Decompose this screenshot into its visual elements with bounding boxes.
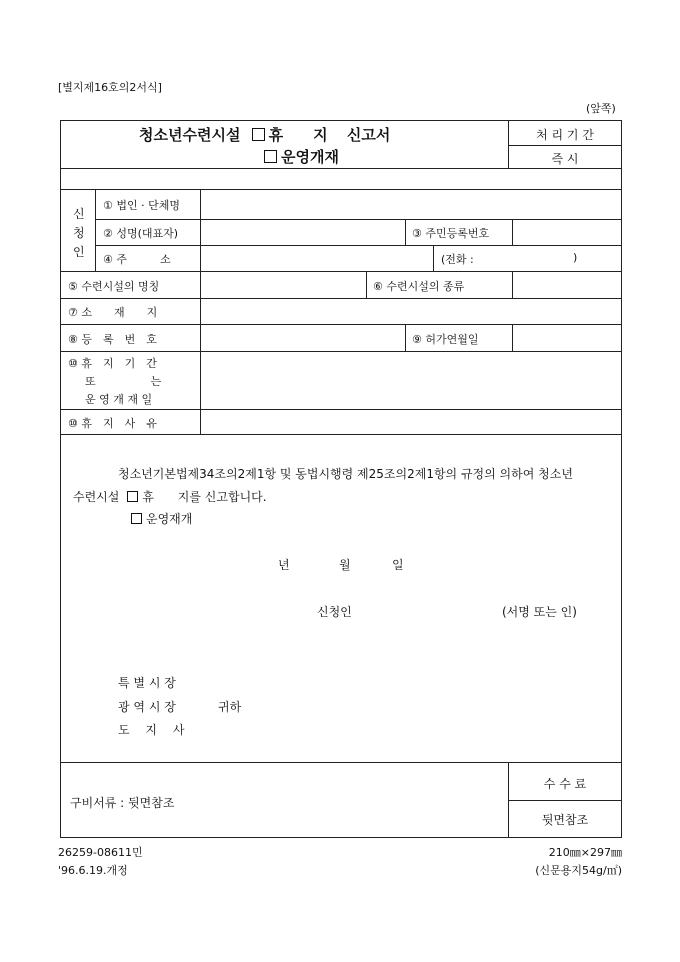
divider bbox=[95, 189, 96, 271]
checkbox-suspend[interactable] bbox=[252, 128, 265, 141]
recipient-special-city: 특 별 시 장 bbox=[118, 676, 176, 690]
statement-checkbox-resume[interactable] bbox=[131, 513, 142, 524]
applicant-side-label-1: 신 bbox=[73, 207, 85, 221]
divider bbox=[508, 145, 622, 146]
honorific: 귀하 bbox=[218, 700, 242, 714]
representative-label: ② 성명(대표자) bbox=[103, 227, 179, 240]
facility-type-field[interactable] bbox=[514, 273, 620, 297]
form-number: 26259-08611민 bbox=[58, 846, 143, 859]
suspension-period-label-2: 또 는 bbox=[85, 375, 162, 388]
statement-option-resume: 운영재개 bbox=[146, 512, 193, 526]
divider bbox=[512, 271, 513, 298]
applicant-label: 신청인 bbox=[317, 605, 352, 619]
location-label: ⑦ 소 재 지 bbox=[68, 306, 158, 319]
date-day-label: 일 bbox=[392, 558, 404, 572]
corp-name-label: ① 법인 · 단체명 bbox=[103, 199, 180, 212]
phone-close: ) bbox=[573, 251, 578, 264]
corp-name-field[interactable] bbox=[202, 191, 620, 217]
date-month-label: 월 bbox=[339, 558, 351, 572]
permit-date-field[interactable] bbox=[514, 326, 620, 350]
recipient-province: 도 지 사 bbox=[118, 723, 185, 737]
divider bbox=[433, 245, 434, 271]
suspension-period-label-1: ⑩ 휴 지 기 간 bbox=[68, 357, 157, 370]
processing-period-value: 즉 시 bbox=[551, 152, 579, 166]
recipient-metro-city: 광 역 시 장 bbox=[118, 700, 176, 714]
suspension-reason-label: ⑩ 휴 지 사 유 bbox=[68, 417, 157, 430]
divider bbox=[95, 245, 622, 246]
divider bbox=[60, 298, 622, 299]
resident-number-label: ③ 주민등록번호 bbox=[412, 227, 490, 240]
suspension-period-field[interactable] bbox=[202, 353, 620, 408]
statement-checkbox-suspend[interactable] bbox=[127, 491, 138, 502]
divider bbox=[95, 219, 622, 220]
divider bbox=[512, 324, 513, 351]
divider bbox=[366, 271, 367, 298]
divider bbox=[512, 219, 513, 245]
page-side-label: (앞쪽) bbox=[586, 102, 616, 115]
title-option-suspend: 휴 지 bbox=[268, 126, 328, 144]
facility-type-label: ⑥ 수련시설의 종류 bbox=[373, 280, 465, 293]
divider bbox=[200, 189, 201, 434]
title-suffix: 신고서 bbox=[346, 126, 391, 144]
location-field[interactable] bbox=[202, 300, 620, 323]
divider bbox=[405, 324, 406, 351]
address-field[interactable] bbox=[202, 247, 432, 270]
permit-date-label: ⑨ 허가연월일 bbox=[412, 333, 479, 346]
suspension-period-label-3: 운 영 개 재 일 bbox=[85, 393, 153, 406]
title-prefix: 청소년수련시설 bbox=[139, 126, 241, 144]
divider bbox=[60, 351, 622, 352]
phone-label: (전화 : bbox=[441, 253, 474, 266]
divider bbox=[60, 189, 622, 190]
paper-type: (신문용지54g/㎡) bbox=[535, 864, 622, 877]
resident-number-field[interactable] bbox=[514, 221, 620, 244]
facility-name-label: ⑤ 수련시설의 명칭 bbox=[68, 280, 160, 293]
fee-label: 수 수 료 bbox=[543, 777, 587, 791]
paper-size: 210㎜×297㎜ bbox=[548, 846, 622, 859]
form-title-line1 bbox=[139, 124, 390, 145]
date-year-label: 년 bbox=[278, 558, 290, 572]
divider bbox=[60, 271, 622, 272]
suspension-reason-field[interactable] bbox=[202, 411, 620, 433]
divider bbox=[508, 800, 622, 801]
applicant-side-label-3: 인 bbox=[73, 245, 85, 259]
address-label: ④ 주 소 bbox=[103, 253, 171, 266]
registration-number-label: ⑧ 등 록 번 호 bbox=[68, 333, 157, 346]
revision-date: '96.6.19.개정 bbox=[58, 864, 128, 877]
title-option-resume: 운영개재 bbox=[281, 148, 339, 166]
fee-value: 뒷면참조 bbox=[541, 813, 589, 827]
statement-prefix: 수련시설 bbox=[73, 490, 120, 504]
divider bbox=[60, 409, 622, 410]
divider bbox=[60, 762, 622, 763]
signature-label: (서명 또는 인) bbox=[502, 605, 577, 619]
statement-line3 bbox=[131, 510, 192, 527]
representative-field[interactable] bbox=[202, 221, 404, 244]
divider bbox=[60, 324, 622, 325]
facility-name-field[interactable] bbox=[202, 273, 365, 297]
divider bbox=[60, 168, 622, 169]
form-title-line2 bbox=[264, 146, 339, 167]
required-documents: 구비서류 : 뒷면참조 bbox=[70, 796, 175, 810]
checkbox-resume[interactable] bbox=[264, 150, 277, 163]
divider bbox=[405, 219, 406, 245]
form-code: [별지제16호의2서식] bbox=[58, 81, 162, 94]
applicant-side-label-2: 청 bbox=[73, 226, 85, 240]
processing-period-label: 처 리 기 간 bbox=[536, 128, 594, 142]
divider bbox=[60, 434, 622, 435]
statement-line2 bbox=[73, 488, 267, 505]
statement-line1: 청소년기본법제34조의2제1항 및 동법시행령 제25조의2제1항의 규정의 의하여 청소년 bbox=[118, 467, 573, 481]
registration-number-field[interactable] bbox=[202, 326, 404, 350]
statement-option-suspend: 휴 지를 신고합니다. bbox=[142, 490, 267, 504]
